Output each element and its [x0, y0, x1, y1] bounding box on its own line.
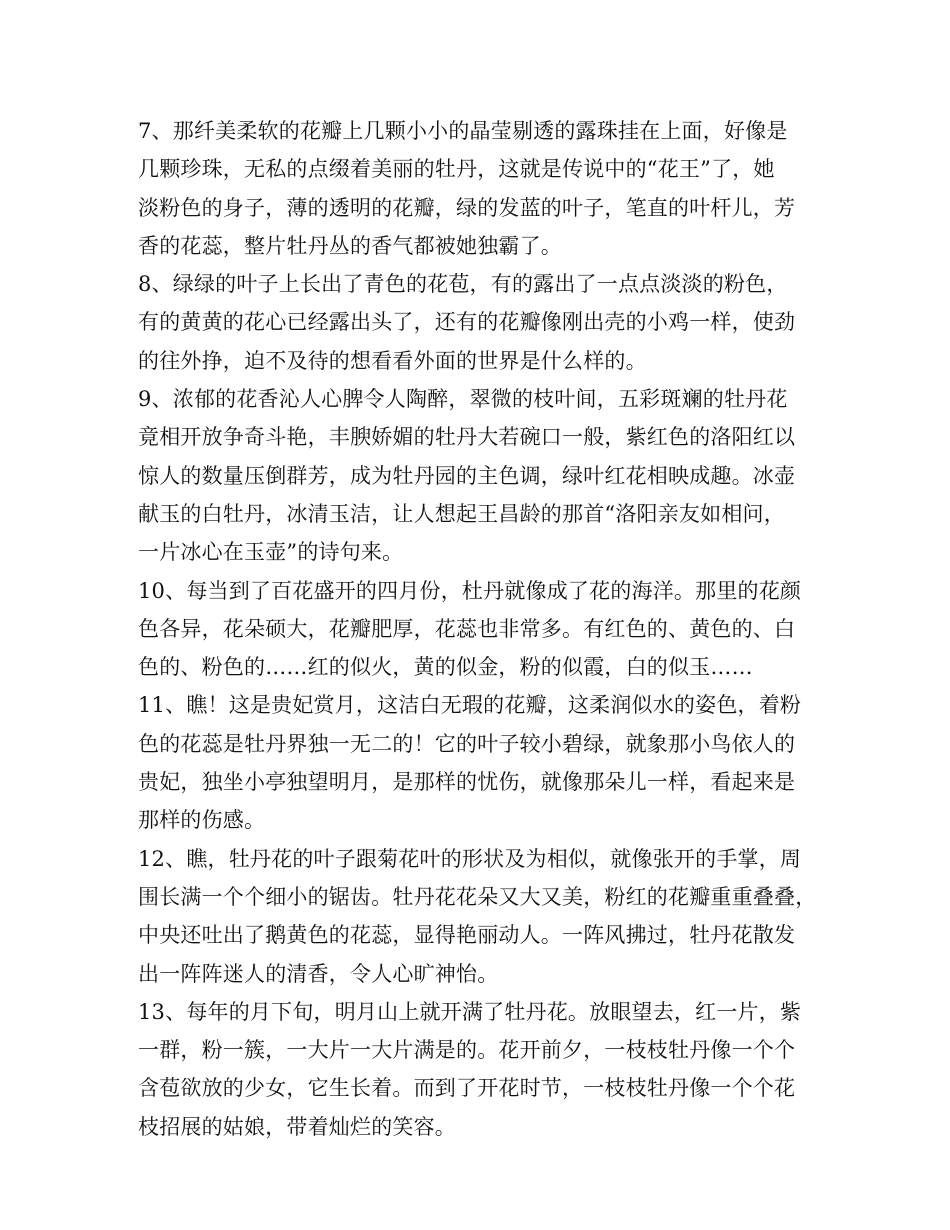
text-line: 香的花蕊，整片牡丹丛的香气都被她独霸了。	[138, 233, 562, 258]
text-line: 色的、粉色的……红的似火，黄的似金，粉的似霞，白的似玉……	[138, 655, 753, 680]
text-line: 色各异，花朵硕大，花瓣肥厚，花蕊也非常多。有红色的、黄色的、白	[138, 616, 796, 641]
paragraph-7	[138, 112, 826, 265]
text-line: 一群，粉一簇，一大片一大片满是的。花开前夕，一枝枝牡丹像一个个	[138, 1038, 796, 1063]
paragraph-10	[138, 572, 826, 687]
text-line: 的往外挣，迫不及待的想看看外面的世界是什么样的。	[138, 348, 647, 373]
text-line: 淡粉色的身子，薄的透明的花瓣，绿的发蓝的叶子，笔直的叶杆儿，芳	[138, 195, 796, 220]
text-line: 一片冰心在玉壶”的诗句来。	[138, 540, 404, 565]
paragraph-13	[138, 993, 826, 1146]
document-body	[138, 112, 826, 1146]
text-line: 几颗珍珠，无私的点缀着美丽的牡丹，这就是传说中的“花王”了，她	[138, 157, 775, 182]
text-line: 10、每当到了百花盛开的四月份，杜丹就像成了花的海洋。那里的花颜	[138, 578, 802, 603]
text-line: 围长满一个个细小的锯齿。牡丹花花朵又大又美，粉红的花瓣重重叠叠，	[138, 884, 817, 909]
text-line: 中央还吐出了鹅黄色的花蕊，显得艳丽动人。一阵风拂过，牡丹花散发	[138, 923, 796, 948]
text-line: 11、瞧！这是贵妃赏月，这洁白无瑕的花瓣，这柔润似水的姿色，着粉	[138, 693, 802, 718]
text-line: 惊人的数量压倒群芳，成为牡丹园的主色调，绿叶红花相映成趣。冰壶	[138, 463, 796, 488]
paragraph-9	[138, 380, 826, 571]
text-line: 色的花蕊是牡丹界独一无二的！它的叶子较小碧绿，就象那小鸟依人的	[138, 731, 796, 756]
text-line: 出一阵阵迷人的清香，令人心旷神怡。	[138, 961, 499, 986]
text-line: 13、每年的月下旬，明月山上就开满了牡丹花。放眼望去，红一片，紫	[138, 999, 802, 1024]
paragraph-11	[138, 686, 826, 839]
text-line: 8、绿绿的叶子上长出了青色的花苞，有的露出了一点点淡淡的粉色，	[138, 272, 788, 297]
text-line: 献玉的白牡丹，冰清玉洁，让人想起王昌龄的那首“洛阳亲友如相问，	[138, 501, 785, 526]
text-line: 竟相开放争奇斗艳，丰腴娇媚的牡丹大若碗口一般，紫红色的洛阳红以	[138, 425, 796, 450]
text-line: 9、浓郁的花香沁人心脾令人陶醉，翠微的枝叶间，五彩斑斓的牡丹花	[138, 387, 788, 412]
paragraph-8	[138, 265, 826, 380]
text-line: 枝招展的姑娘，带着灿烂的笑容。	[138, 1114, 456, 1139]
text-line: 那样的伤感。	[138, 808, 266, 833]
paragraph-12	[138, 840, 826, 993]
text-line: 7、那纤美柔软的花瓣上几颗小小的晶莹剔透的露珠挂在上面，好像是	[138, 119, 788, 143]
text-line: 12、瞧，牡丹花的叶子跟菊花叶的形状及为相似，就像张开的手掌，周	[138, 846, 802, 871]
text-line: 贵妃，独坐小亭独望明月，是那样的忧伤，就像那朵儿一样，看起来是	[138, 770, 796, 795]
text-line: 含苞欲放的少女，它生长着。而到了开花时节，一枝枝牡丹像一个个花	[138, 1076, 796, 1101]
text-line: 有的黄黄的花心已经露出头了，还有的花瓣像刚出壳的小鸡一样，使劲	[138, 310, 796, 335]
